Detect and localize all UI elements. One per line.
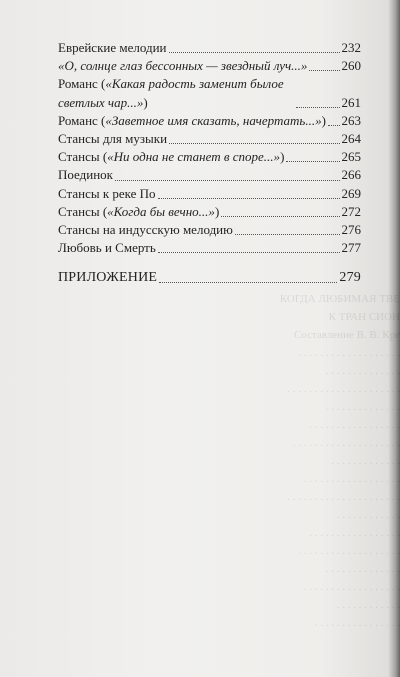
toc-page-number: 232	[341, 39, 361, 55]
page-edge-shadow	[388, 0, 400, 677]
toc-page-number: 263	[341, 112, 361, 128]
toc-page-number: 277	[341, 240, 361, 256]
dot-leader	[159, 282, 337, 283]
show-through-text: КОГДА ЛЮБИМАЯ ТВЕ К ТРАН СИОН Составление В. В. Кре . . . . . . . . . . . . . . . . . . . . . . . . . . . . . . . . . . . . . . . . . . . . . . . . . . . . . . . . . . . . . . . . . . . . . . . . . . . . . . . . . . . . . . . . . . . . . . . . . . . . . . . . . . . . . . . . . . . . . . . . . . . . . . . . . . . . . . . . . . . . . . . . . . . . . . . . . . . . . . . . . . . . . . . . . . . . . . . . . . . . . . . . . . . . . . . . . . . . . . . . . . . . . . . . . . . . . . . . . . . . . . . . . . . . . . . . . . . . . . . . . . . . . . . . . . . . . . . . . . . . . . . . .	[279, 293, 400, 629]
toc-entry-title: Любовь и Смерть	[58, 240, 156, 256]
dot-leader	[296, 107, 340, 108]
toc-entry	[58, 57, 361, 75]
toc-entry	[58, 239, 361, 257]
dot-leader	[169, 52, 340, 53]
toc-page-number: 260	[341, 58, 361, 74]
toc-entry	[58, 166, 361, 184]
toc-page-number: 264	[341, 130, 361, 146]
toc-entry-title: Романс («Заветное имя сказать, начертать...»)	[58, 112, 326, 128]
toc-entry-title: Стансы на индусскую мелодию	[58, 221, 233, 237]
toc-entry-title: Стансы для музыки	[58, 130, 168, 146]
toc-appendix-title: ПРИЛОЖЕНИЕ	[58, 270, 158, 286]
toc-page-number: 265	[341, 149, 361, 165]
dot-leader	[169, 143, 339, 144]
toc-entry-title: Стансы к реке По	[58, 185, 156, 201]
toc-entry	[58, 39, 361, 57]
toc-entry-title: Стансы («Когда бы вечно...»)	[58, 203, 220, 219]
toc-entry	[58, 75, 361, 111]
toc-page-number: 272	[341, 203, 361, 219]
dot-leader	[309, 70, 339, 71]
toc-page-number: 261	[341, 94, 361, 110]
toc-entry-title: Еврейские мелодии	[58, 39, 167, 55]
toc-page-number: 269	[341, 185, 361, 201]
dot-leader	[158, 198, 340, 199]
dot-leader	[328, 125, 340, 126]
toc-page-number: 276	[341, 221, 361, 237]
toc-entry	[58, 185, 361, 203]
toc-entry	[58, 221, 361, 239]
toc-page-number: 266	[341, 167, 361, 183]
dot-leader	[286, 161, 339, 162]
dot-leader	[235, 234, 340, 235]
toc-page-number: 279	[339, 270, 361, 286]
toc-entry	[58, 112, 361, 130]
toc-entry-title: Стансы («Ни одна не станет в споре...»)	[58, 149, 285, 165]
toc-entry	[58, 203, 361, 221]
toc-entry-title: «О, солнце глаз бессонных — звездный луч...»	[58, 58, 308, 74]
toc-entry-title: Романс («Какая радость заменит былое светлых чар...»)	[58, 76, 284, 110]
dot-leader	[221, 216, 339, 217]
toc-entry	[58, 130, 361, 148]
toc-entry	[58, 148, 361, 166]
toc-appendix-entry	[58, 269, 361, 287]
dot-leader	[158, 252, 340, 253]
toc-entry-title: Поединок	[58, 167, 113, 183]
dot-leader	[115, 180, 340, 181]
table-of-contents	[58, 39, 361, 287]
